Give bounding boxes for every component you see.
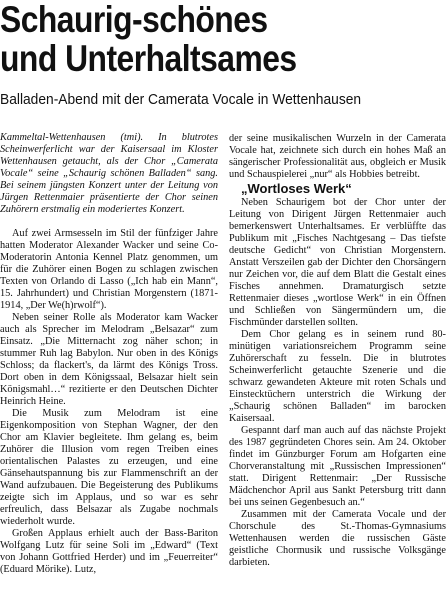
headline — [0, 0, 384, 78]
body-paragraph-continued: der seine musikalischen Wurzeln in der Camerata Vocale hat, zeichnete sich durch ein hohes Maß an sängerischer Professionalität aus, obgleich er Musik und Schauspielerei „nur“ als Hobbies betreibt. — [229, 133, 446, 180]
body-paragraph: Großen Applaus erhielt auch der Bass-Bariton Wolfgang Lutz für seine Soli im „Edward“ (Text von Johann Gottfried Herder) und im „Feuerreiter“ (Eduard Mörike). Lutz, — [0, 528, 218, 575]
body-paragraph: Auf zwei Armsesseln im Stil der fünfziger Jahre hatten Moderator Alexander Wacker und seine Co-Moderatorin Antonia Kennel Platz genommen, um für die Zuhörer einen Bogen zu schlagen zwischen Texten von Orlando di Lasso („Ich hab ein Mann“, 15. Jahrhundert) und Christian Morgenstern (1871-1914, „Der We(h)rwolf“). — [0, 228, 218, 311]
subheadline: Balladen-Abend mit der Camerata Vocale in Wettenhausen — [0, 91, 362, 108]
dateline: Kammeltal-Wettenhausen (tmi). — [0, 132, 144, 143]
lead-paragraph — [0, 132, 218, 216]
body-paragraph: Dem Chor gelang es in seinem rund 80-minütigen variationsreichem Programm seine Zuhörerschaft zu fesseln. Die in blutrotes Scheinwerferlicht getauchte Szenerie und die schwarz gewandeten Akteure mit roten Schals und Einstecktüchern unterstrich die Wirkung der „Schaurig schönen Balladen“ im barocken Kaisersaal. — [229, 329, 446, 424]
headline-line-2: und Unterhaltsames — [0, 38, 297, 79]
body-paragraph: Gespannt darf man auch auf das nächste Projekt des 1987 gegründeten Chores sein. Am 24. Oktober findet im Günzburger Forum am Hofgarten eine Chorveranstaltung mit „Russischen Impressionen“ statt. Dirigent Rettenmair: „Der Russische Mädchenchor April aus Sankt Petersburg tritt dann bei uns seinen Gegenbesuch an.“ — [229, 425, 446, 508]
column-left — [0, 132, 218, 576]
body-paragraph: Neben Schaurigem bot der Chor unter der Leitung von Dirigent Jürgen Rettenmaier auch bemerkenswert Unterhaltsames. Er verblüffte das Publikum mit „Fisches Nachtgesang – Das tiefste deutsche Gedicht“ von Christian Morgenstern. Anstatt Verszeilen gab der Dichter den Chorsängern nur Zeichen vor, die auf dem Blatt die Gestalt eines Fisches annehmen. Dramaturgisch setzte Rettenmaier dieses „wortlose Werk“ in ein Öffnen und Schließen von Sängermündern um, die Fischmünder darstellen sollten. — [229, 197, 446, 328]
headline-line-1: Schaurig-schönes — [0, 0, 268, 40]
body-paragraph: Neben seiner Rolle als Moderator kam Wacker auch als Sprecher im Melodram „Belsazar“ zum Einsatz. „Die Mitternacht zog näher schon; in stummer Ruh lag Babylon. Nur oben in des Königs Schloss; da flackert's, da lärmt des Königs Tross. Dort oben in dem Königssaal, Belsazar hielt sein Königsmahl…“ rezitierte er den Deutschen Dichter Heinrich Heine. — [0, 312, 218, 407]
body-paragraph: Zusammen mit der Camerata Vocale und der Chorschule des St.-Thomas-Gymnasiums Wettenhausen werden die russischen Gäste geistliche Chormusik und russische Volksgänge darbieten. — [229, 509, 446, 568]
lead-text: In blutrotes Scheinwerferlicht war der Kaisersaal im Kloster Wettenhausen getaucht, als der Chor „Camerata Vocale“ seine „Schaurig schönen Balladen“ sang. Bei seinem jüngsten Konzert unter der Leitung von Jürgen Rettenmaier präsentierte der Chor seinen Zuhörern erstmalig ein moderiertes Konzert. — [0, 132, 218, 215]
body-paragraph: Die Musik zum Melodram ist eine Eigenkomposition von Stephan Wagner, der den Chor am Klavier begleitete. Ihm gelang es, beim Zuhörer die Illusion vom regen Treiben eines orientalischen Palastes zu erzeugen, und eine Gänsehautspannung bis zur Flammenschrift an der Wand aufzubauen. Die Begeisterung des Publikums zeigte sich im Applaus, und so war es sehr erfreulich, dass Belsazar als Zugabe nochmals wiederholt wurde. — [0, 408, 218, 527]
column-right — [229, 133, 446, 569]
section-heading: „Wortloses Werk“ — [241, 181, 352, 196]
